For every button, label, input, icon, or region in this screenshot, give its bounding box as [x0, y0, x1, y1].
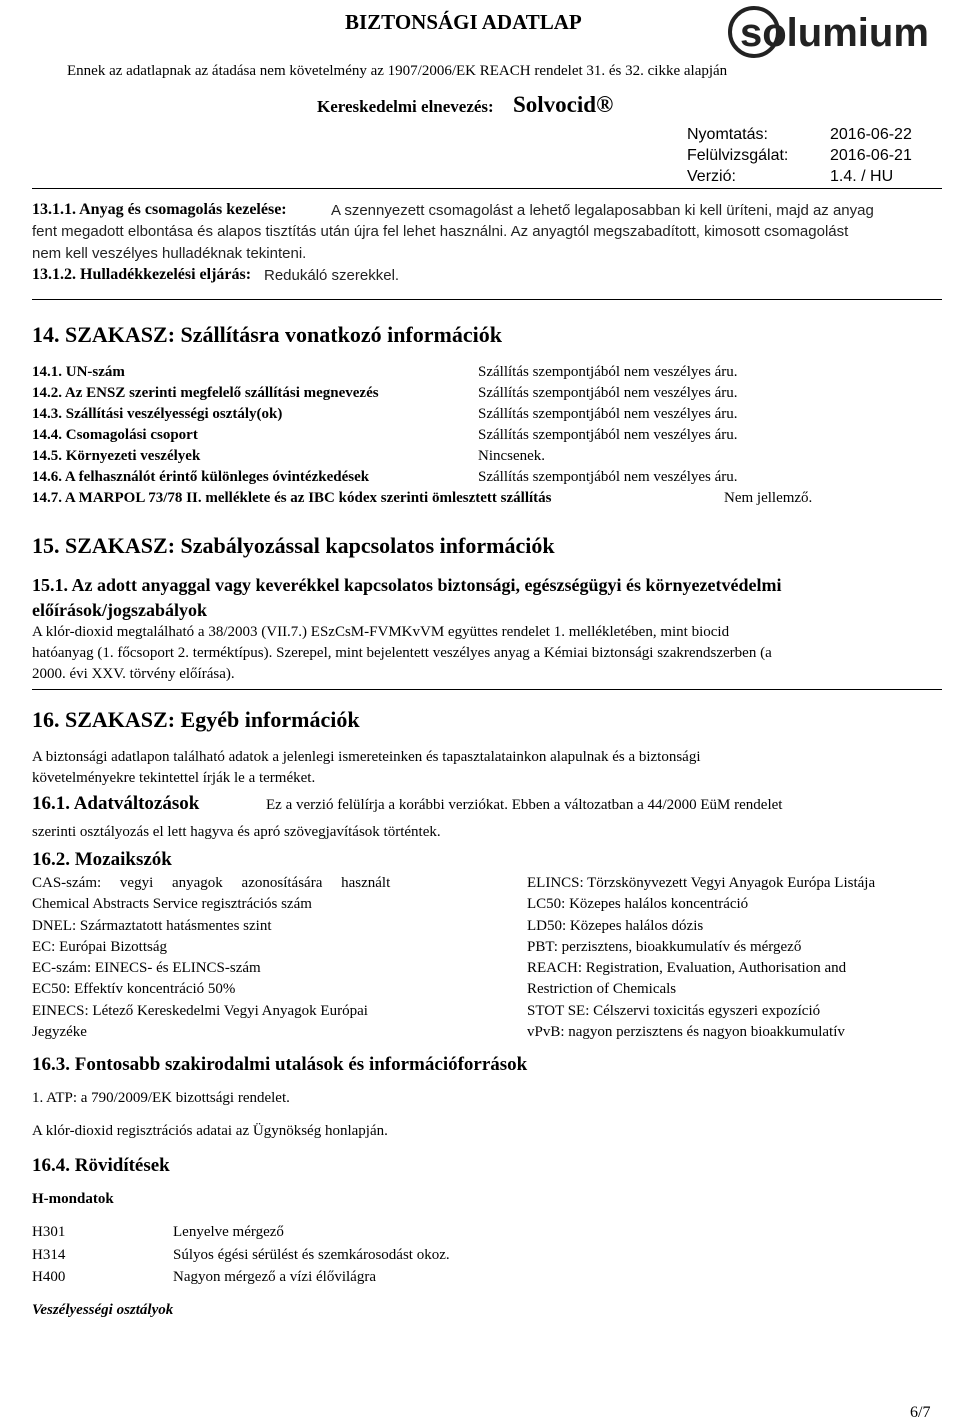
s14-row-value: Szállítás szempontjából nem veszélyes áru.	[478, 364, 738, 380]
ref-item: 1. ATP: a 790/2009/EK bizottsági rendelet.	[32, 1090, 290, 1106]
h-code: H301	[32, 1224, 66, 1240]
s13-text-1c: nem kell veszélyes hulladéknak tekinteni.	[32, 245, 307, 262]
s14-title: 14. SZAKASZ: Szállításra vonatkozó információk	[32, 322, 502, 347]
doc-title: BIZTONSÁGI ADATLAP	[345, 10, 582, 34]
solumium-logo	[726, 4, 941, 60]
s16-abbr-title: 16.2. Mozaikszók	[32, 849, 172, 870]
meta-print-label: Nyomtatás:	[687, 126, 768, 143]
s15-text-2: hatóanyag (1. főcsoport 2. terméktípus). Szerepel, mint bejelentett veszélyes anyag a Kémiai biztonsági szakrendszerben (a	[32, 645, 772, 661]
s13-heading-1: 13.1.1. Anyag és csomagolás kezelése:	[32, 201, 287, 218]
s14-row-label: 14.4. Csomagolási csoport	[32, 427, 198, 443]
s16-changes-2: szerinti osztályozás el lett hagyva és apró szövegjavítások történtek.	[32, 824, 441, 840]
s14-row-value: Szállítás szempontjából nem veszélyes áru.	[478, 406, 738, 422]
s16-changes-1: Ez a verzió felülírja a korábbi verziókat. Ebben a változatban a 44/2000 EüM rendelet	[266, 797, 783, 813]
meta-print-value: 2016-06-22	[830, 126, 912, 143]
s16-intro-2: követelményekre tekintettel írják le a terméket.	[32, 770, 316, 786]
doc-subtitle: Ennek az adatlapnak az átadása nem követelmény az 1907/2006/EK REACH rendelet 31. és 32. cikke alapján	[67, 63, 728, 79]
s15-subheading-2: előírások/jogszabályok	[32, 600, 208, 620]
s13-text-2: Redukáló szerekkel.	[264, 267, 400, 284]
h-text: Nagyon mérgező a vízi élővilágra	[173, 1269, 376, 1285]
h-statements-title: H-mondatok	[32, 1191, 114, 1207]
abbr-item: EC-szám: EINECS- és ELINCS-szám	[32, 960, 261, 977]
trade-name: Solvocid®	[513, 92, 614, 117]
h-text: Lenyelve mérgező	[173, 1224, 284, 1240]
s14-row-label: 14.6. A felhasználót érintő különleges óvintézkedések	[32, 469, 370, 485]
s15-text-1: A klór-dioxid megtalálható a 38/2003 (VII.7.) ESzCsM-FVMKvVM együttes rendelet 1. mellékletében, mint biocid	[32, 624, 730, 640]
s13-divider	[32, 299, 942, 300]
s13-text-1b: fent megadott elbontása és alapos tisztítás után újra fel lehet használni. Az anyagtól megszabadított, kimosott csomagolást	[32, 223, 849, 240]
s15-text-3: 2000. évi XXV. törvény előírása).	[32, 666, 235, 682]
s16-changes-title: 16.1. Adatváltozások	[32, 793, 200, 814]
h-code: H314	[32, 1247, 66, 1263]
s14-row-label: 14.1. UN-szám	[32, 364, 125, 380]
s14-row-label: 14.3. Szállítási veszélyességi osztály(ok)	[32, 406, 283, 422]
header-divider	[32, 188, 942, 189]
abbr-item: REACH: Registration, Evaluation, Authorisation and	[527, 960, 847, 977]
s14-row-value: Szállítás szempontjából nem veszélyes áru.	[478, 385, 738, 401]
abbr-item: DNEL: Származtatott hatásmentes szint	[32, 917, 272, 934]
abbr-item: PBT: perzisztens, bioakkumulatív és mérgező	[527, 938, 802, 955]
s16-intro-1: A biztonsági adatlapon található adatok a jelenlegi ismereteinken és tapasztalatainkon alapulnak és a biztonsági	[32, 749, 701, 765]
abbr-item: LC50: Közepes halálos koncentráció	[527, 896, 749, 913]
abbr-item: LD50: Közepes halálos dózis	[527, 917, 704, 934]
abbr-item: ELINCS: Törzskönyvezett Vegyi Anyagok Európa Listája	[527, 875, 876, 891]
abbr-item: STOT SE: Célszervi toxicitás egyszeri expozíció	[527, 1002, 821, 1019]
meta-version-value: 1.4. / HU	[830, 168, 894, 185]
s15-title: 15. SZAKASZ: Szabályozással kapcsolatos információk	[32, 533, 555, 558]
page-number: 6/7	[910, 1404, 931, 1421]
h-text: Súlyos égési sérülést és szemkárosodást okoz.	[173, 1247, 450, 1263]
abbr-item: Chemical Abstracts Service regisztrációs szám	[32, 896, 312, 913]
s14-row-label: 14.5. Környezeti veszélyek	[32, 448, 201, 464]
abbr-right-list	[527, 873, 875, 1043]
hazard-classes-title: Veszélyességi osztályok	[32, 1302, 174, 1318]
abbr-item: EINECS: Létező Kereskedelmi Vegyi Anyagok Európai	[32, 1002, 368, 1019]
abbr-item: Restriction of Chemicals	[527, 981, 677, 998]
meta-review-label: Felülvizsgálat:	[687, 147, 789, 164]
s14-row-value: Nem jellemző.	[724, 490, 813, 506]
s14-row-label: 14.7. A MARPOL 73/78 II. melléklete és az IBC kódex szerinti ömlesztett szállítás	[32, 490, 552, 506]
s14-row-value: Nincsenek.	[478, 448, 546, 464]
meta-labels	[687, 124, 788, 187]
trade-label: Kereskedelmi elnevezés:	[317, 97, 494, 116]
meta-version-label: Verzió:	[687, 168, 736, 185]
meta-review-value: 2016-06-21	[830, 147, 912, 164]
logo-text: solumium	[740, 11, 929, 55]
s13-heading-2: 13.1.2. Hulladékkezelési eljárás:	[32, 266, 252, 283]
s14-row-value: Szállítás szempontjából nem veszélyes áru.	[478, 469, 738, 485]
abbr-item: EC: Európai Bizottság	[32, 938, 167, 955]
abbr-item: Jegyzéke	[32, 1024, 87, 1041]
ref-item: A klór-dioxid regisztrációs adatai az Ügynökség honlapján.	[32, 1123, 388, 1139]
abbr-item: vPvB: nagyon perzisztens és nagyon bioakkumulatív	[527, 1024, 845, 1041]
s15-divider	[32, 689, 942, 690]
s14-row-label: 14.2. Az ENSZ szerinti megfelelő szállítási megnevezés	[32, 385, 379, 401]
meta-values	[830, 124, 912, 187]
h-code: H400	[32, 1269, 66, 1285]
s16-title: 16. SZAKASZ: Egyéb információk	[32, 707, 360, 732]
s14-row-value: Szállítás szempontjából nem veszélyes áru.	[478, 427, 738, 443]
abbr-left-list	[32, 873, 390, 1043]
s15-subheading-1: 15.1. Az adott anyaggal vagy keverékkel kapcsolatos biztonsági, egészségügyi és környezetvédelmi	[32, 575, 782, 595]
abbr-item: EC50: Effektív koncentráció 50%	[32, 981, 236, 998]
s16-short-title: 16.4. Rövidítések	[32, 1155, 170, 1176]
abbr-item: CAS-szám: vegyi anyagok azonosítására használt	[32, 875, 391, 891]
s13-text-1a: A szennyezett csomagolást a lehető legalaposabban ki kell üríteni, majd az anyag	[331, 202, 874, 219]
s16-refs-title: 16.3. Fontosabb szakirodalmi utalások és információforrások	[32, 1054, 528, 1075]
